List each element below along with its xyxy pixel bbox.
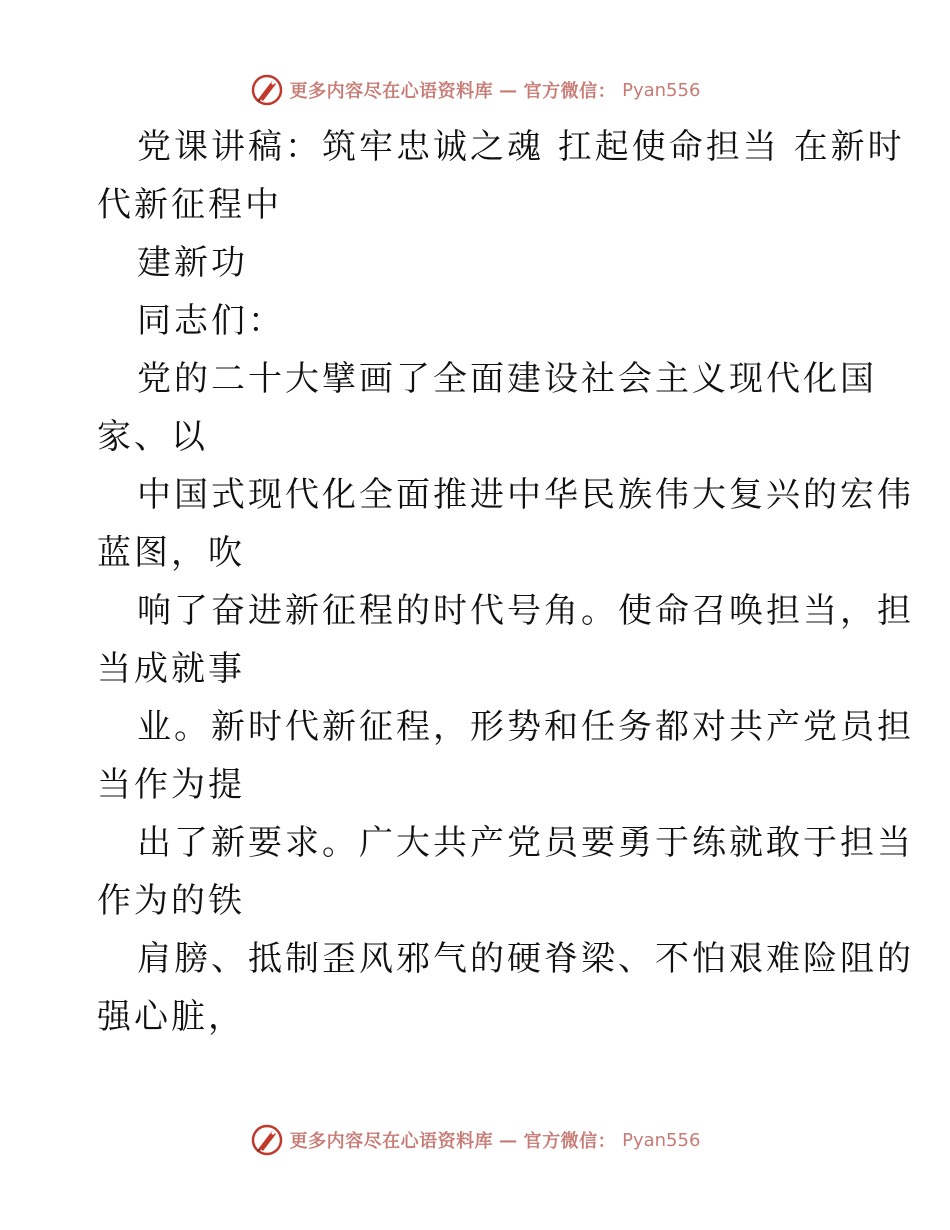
doc-line: 建新功	[137, 243, 248, 283]
doc-line: 同志们：	[137, 301, 285, 341]
doc-line: 当成就事	[97, 649, 245, 689]
doc-line: 党课讲稿：筑牢忠诚之魂 扛起使命担当 在新时	[137, 127, 905, 167]
doc-line: 业。新时代新征程，形势和任务都对共产党员担	[137, 707, 914, 747]
doc-line: 蓝图，吹	[97, 533, 245, 573]
footer-watermark	[0, 1120, 950, 1160]
watermark-text: 更多内容尽在心语资料库	[289, 1131, 494, 1152]
doc-line: 响了奋进新征程的时代号角。使命召唤担当，担	[137, 591, 914, 631]
watermark-label: 官方微信：	[523, 1131, 617, 1152]
document-body	[97, 118, 914, 1046]
header-watermark	[0, 70, 950, 110]
watermark-dash: —	[499, 79, 518, 101]
doc-line: 当作为提	[97, 765, 245, 805]
watermark-wechat-id: Pyan556	[622, 1129, 701, 1151]
watermark-text: 更多内容尽在心语资料库	[289, 81, 494, 102]
doc-line: 出了新要求。广大共产党员要勇于练就敢于担当	[137, 823, 914, 863]
fountain-pen-logo-icon	[250, 73, 284, 107]
doc-line: 作为的铁	[97, 881, 245, 921]
doc-line: 家、以	[97, 417, 208, 457]
watermark-label: 官方微信：	[523, 81, 617, 102]
watermark-wechat-id: Pyan556	[622, 79, 701, 101]
doc-line: 中国式现代化全面推进中华民族伟大复兴的宏伟	[137, 475, 914, 515]
doc-line: 肩膀、抵制歪风邪气的硬脊梁、不怕艰难险阻的	[137, 939, 914, 979]
doc-line: 强心脏，	[97, 997, 245, 1037]
watermark-dash: —	[499, 1129, 518, 1151]
doc-line: 代新征程中	[97, 185, 282, 225]
doc-line: 党的二十大擘画了全面建设社会主义现代化国	[137, 359, 877, 399]
fountain-pen-logo-icon	[250, 1123, 284, 1157]
